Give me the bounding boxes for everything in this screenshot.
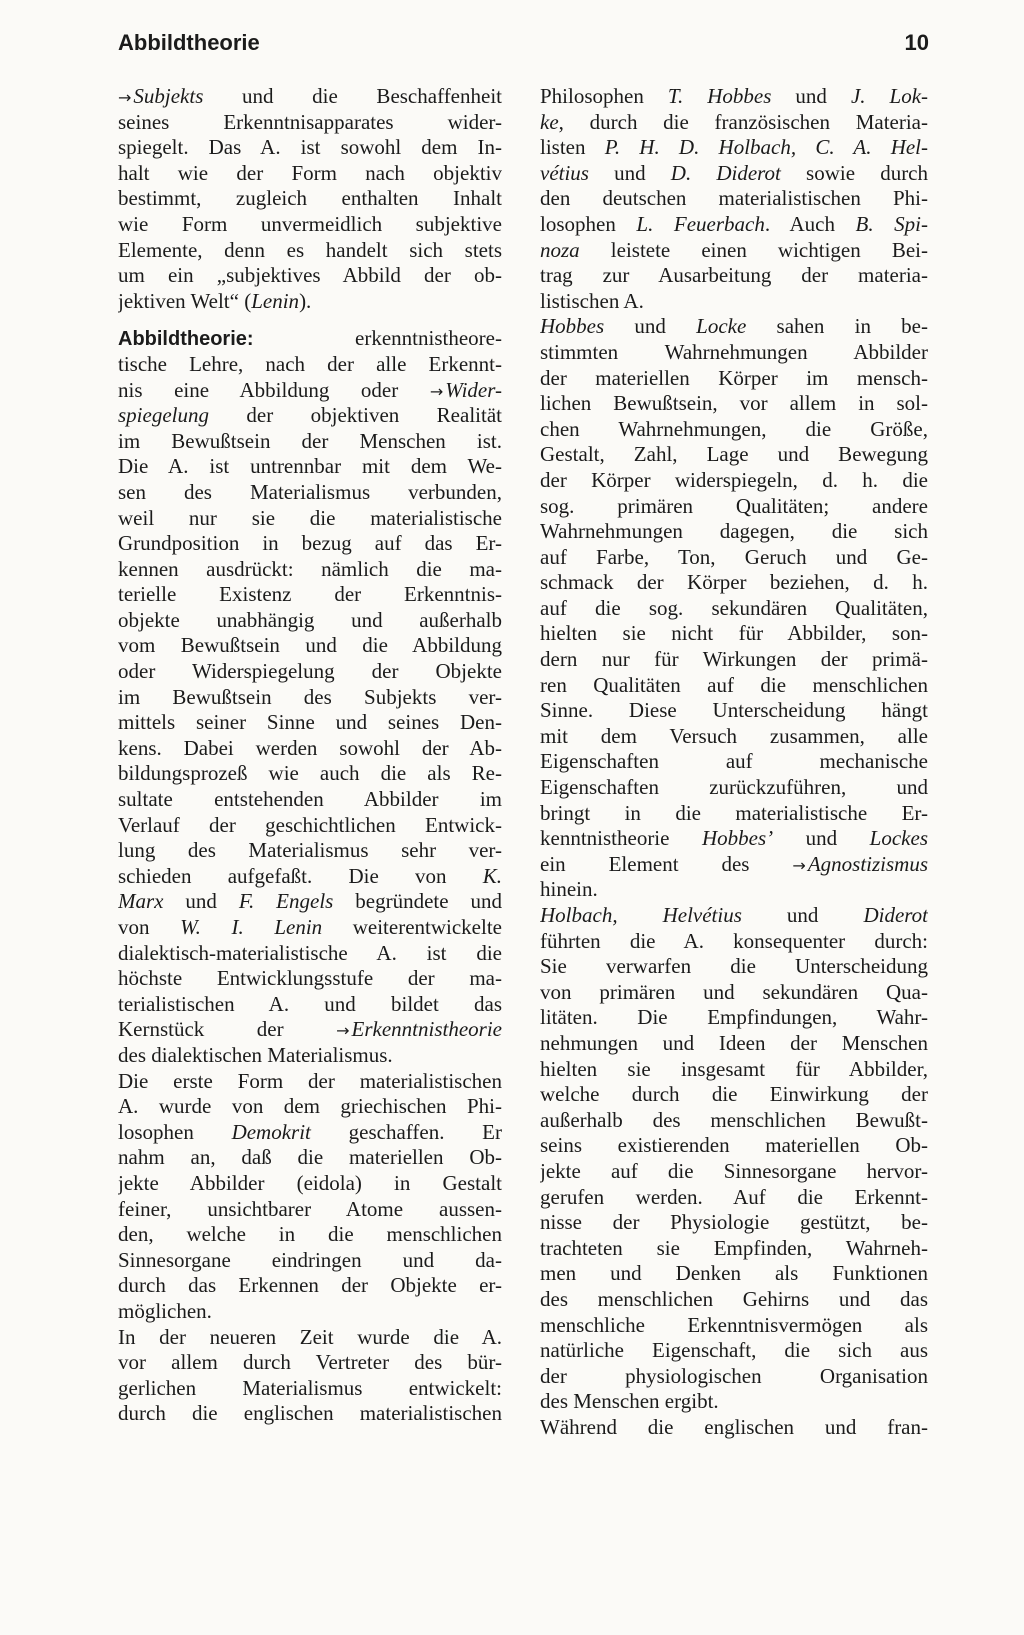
text-run: Die erste Form der materialistischen [118,1068,502,1093]
text-run: vor allem durch Vertreter des bür- [118,1350,502,1375]
text-line [540,903,928,929]
left-column [118,84,502,1427]
text-run: gerlichen Materialismus entwickelt: [118,1375,502,1400]
text-line [540,775,928,801]
text-line [118,736,502,762]
text-run: der physiologischen Organisation [540,1363,928,1388]
text-line [540,417,928,443]
text-line [540,468,928,494]
text-run: Kernstück der [118,1017,337,1042]
text-line [540,1057,928,1083]
text-line [118,84,502,110]
italic-term: Hobbes [540,314,605,339]
text-run: der Körper widerspiegeln, d. h. die [540,467,928,492]
text-run: sultate entstehenden Abbilder im [118,787,502,812]
text-line [118,889,502,915]
text-line [118,710,502,736]
text-run: von primären und sekundären Qua- [540,979,928,1004]
text-line [540,494,928,520]
text-run: gerufen werden. Auf die Erkennt- [540,1184,928,1209]
text-line [118,813,502,839]
italic-term: F. Engels [238,889,334,914]
text-run: auf Farbe, Ton, Geruch und Ge- [540,544,928,569]
text-line [540,212,928,238]
text-run: hielten sie nicht für Abbilder, son- [540,621,928,646]
running-head: Abbildtheorie [118,30,260,55]
text-run: . Auch [764,211,856,236]
text-run: dern nur für Wirkungen der primä- [540,647,928,672]
text-run: listischen A. [540,288,644,313]
text-run: feiner, unsichtbarer Atome aussen- [118,1196,502,1221]
text-line [540,980,928,1006]
text-line [118,659,502,685]
text-run: terialistischen A. und bildet das [118,991,502,1016]
text-line [540,186,928,212]
text-line [118,1325,502,1351]
text-run: Grundposition in bezug auf das Er- [118,531,502,556]
text-line [118,1171,502,1197]
italic-term: D. Diderot [670,160,781,185]
italic-term: Wider- [445,377,502,402]
page-number: 10 [904,30,929,55]
text-line [540,698,928,724]
text-line [118,864,502,890]
text-run: von [118,915,181,939]
text-line [540,724,928,750]
text-line [118,685,502,711]
text-line [118,1120,502,1146]
italic-term: J. Lok- [850,84,928,108]
text-run: objekte unabhängig und außerhalb [118,607,502,632]
text-run: wie Form unvermeidlich subjektive [118,211,502,236]
text-run: geschaffen. Er [310,1119,502,1144]
italic-term: B. Spi- [855,211,928,236]
text-run: men und Denken als Funktionen [540,1261,928,1286]
text-line [118,557,502,583]
text-line [540,1159,928,1185]
entry-headword: Abbildtheorie: [118,328,254,351]
text-line [118,352,502,378]
text-line [118,633,502,659]
text-run: jekte Abbilder (eidola) in Gestalt [118,1170,502,1195]
text-run: listen [540,135,605,160]
text-line [540,1031,928,1057]
text-line [540,545,928,571]
text-line [540,289,928,315]
text-run: ein Element des [540,851,793,876]
text-run: auf die sog. sekundären Qualitäten, [540,595,928,620]
cross-reference-arrow-icon: → [792,855,806,875]
text-line [118,1197,502,1223]
text-run: kenntnistheorie [540,826,702,851]
text-run: losophen [540,211,637,236]
text-run: lung des Materialismus sehr ver- [118,838,502,863]
text-run: Verlauf der geschichtlichen Entwick- [118,812,502,837]
text-run: Sinnesorgane eindringen und da- [118,1247,502,1272]
text-line [540,135,928,161]
text-run: tische Lehre, nach der alle Erkennt- [118,351,502,376]
text-run: oder Widerspiegelung der Objekte [118,659,502,684]
text-run: hinein. [540,877,598,902]
italic-term: Agnostizismus [807,851,928,876]
text-line [118,1299,502,1325]
text-run: den deutschen materialistischen Phi- [540,186,928,211]
text-run: bildungsprozeß wie auch die als Re- [118,761,502,786]
text-run: spiegelt. Das A. ist sowohl dem In- [118,135,502,160]
text-line [540,1210,928,1236]
text-line [118,429,502,455]
text-line [540,314,928,340]
italic-term: Hobbes’ [701,826,774,851]
text-run: Gestalt, Zahl, Lage und Bewegung [540,442,928,467]
text-line [540,929,928,955]
text-line [540,826,928,852]
text-line [118,506,502,532]
text-run: sog. primären Qualitäten; andere [540,493,928,518]
text-run: durch das Erkennen der Objekte er- [118,1273,502,1298]
text-run: ren Qualitäten auf die menschlichen [540,672,928,697]
text-run: des menschlichen Gehirns und das [540,1286,928,1311]
text-run: und [163,889,239,914]
text-line [118,403,502,429]
text-run: schmack der Körper beziehen, d. h. [540,570,928,595]
text-run: und [604,314,697,339]
text-run: weiterentwickelte [322,915,502,939]
cross-reference-arrow-icon: → [336,1021,350,1041]
text-run: sahen in be- [746,314,928,339]
italic-term: Diderot [863,903,928,927]
right-column [540,84,928,1440]
text-line [118,1043,502,1069]
italic-term: Locke [696,314,747,339]
text-line [540,1389,928,1415]
text-run: führten die A. konsequenter durch: [540,928,928,953]
text-run: dialektisch-materialistische A. ist die [118,940,502,965]
text-line [540,647,928,673]
text-line [540,238,928,264]
text-run: und [771,84,851,108]
text-line [118,1350,502,1376]
text-run: der objektiven Realität [208,403,502,428]
text-line [118,531,502,557]
text-run: sen des Materialismus verbunden, [118,479,502,504]
text-run: durch die englischen materialistischen [118,1401,502,1426]
text-run: sowie durch [780,160,928,185]
text-line [118,1401,502,1427]
text-run: natürliche Eigenschaft, die sich aus [540,1338,928,1363]
text-run: trachteten sie Empfinden, Wahrneh- [540,1235,928,1260]
text-run: litäten. Die Empfindungen, Wahr- [540,1005,928,1030]
text-line [118,110,502,136]
text-run: seines Erkenntnisapparates wider- [118,109,502,134]
text-line [540,570,928,596]
text-line [118,289,502,315]
text-line [540,1287,928,1313]
text-line [118,1376,502,1402]
text-line [118,1273,502,1299]
italic-term: P. H. D. Holbach, C. A. Hel- [604,135,928,160]
text-line [540,442,928,468]
text-run: im Bewußtsein des Subjekts ver- [118,684,502,709]
italic-term: spiegelung [118,403,209,428]
italic-term: Lockes [869,826,928,851]
text-line [540,1185,928,1211]
text-run: bringt in die materialistische Er- [540,800,928,825]
text-line [118,1017,502,1043]
text-run: erkenntnistheore- [253,326,502,351]
text-run: chen Wahrnehmungen, die Größe, [540,416,928,441]
text-line [540,749,928,775]
text-run: Philosophen [540,84,668,108]
text-run: losophen [118,1119,232,1144]
text-run: der materiellen Körper im mensch- [540,365,928,390]
text-run: stimmten Wahrnehmungen Abbilder [540,339,928,364]
text-line [118,135,502,161]
paragraph-gap [118,314,502,326]
text-line [118,1222,502,1248]
text-run: nis eine Abbildung oder [118,377,430,402]
text-run: Während die englischen und fran- [540,1414,928,1439]
text-run: welche durch die Einwirkung der [540,1082,928,1107]
text-run: hielten sie insgesamt für Abbilder, [540,1056,928,1081]
text-run: Sinne. Diese Unterscheidung hängt [540,698,928,723]
text-run: Elemente, denn es handelt sich stets [118,237,502,262]
text-line [540,519,928,545]
text-line [540,263,928,289]
italic-term: L. Feuerbach [636,211,765,236]
text-run: nisse der Physiologie gestützt, be- [540,1210,928,1235]
text-line [118,1094,502,1120]
text-run: jektiven Welt“ ( [118,288,252,313]
text-line [540,161,928,187]
text-line [118,1145,502,1171]
text-run: , durch die französischen Materia- [558,109,928,134]
text-line [540,391,928,417]
text-run: menschliche Erkenntnisvermögen als [540,1312,928,1337]
italic-term: W. I. Lenin [180,915,323,939]
text-run: In der neueren Zeit wurde die A. [118,1324,502,1349]
text-run: nehmungen und Ideen der Menschen [540,1030,928,1055]
text-run: kennen ausdrückt: nämlich die ma- [118,556,502,581]
text-line [540,1364,928,1390]
text-line [118,161,502,187]
text-run: trag zur Ausarbeitung der materia- [540,263,928,288]
text-line [118,238,502,264]
text-run: seins existierenden materiellen Ob- [540,1133,928,1158]
text-run: nahm an, daß die materiellen Ob- [118,1145,502,1170]
text-line [118,454,502,480]
text-run: um ein „subjektives Abbild der ob- [118,263,502,288]
text-line [118,992,502,1018]
text-line [540,877,928,903]
text-run: möglichen. [118,1298,212,1323]
text-run: begründete und [333,889,502,914]
text-run: Eigenschaften zurückzuführen, und [540,775,928,800]
text-line [540,1415,928,1441]
text-run: und [741,903,864,927]
text-line [118,326,502,352]
text-run: terielle Existenz der Erkenntnis- [118,582,502,607]
text-run: Sie verwarfen die Unterscheidung [540,954,928,979]
text-run: und [773,826,870,851]
text-run: bestimmt, zugleich enthalten Inhalt [118,186,502,211]
text-run: halt wie der Form nach objektiv [118,160,502,185]
italic-term: vétius [540,160,589,185]
text-line [540,340,928,366]
text-line [118,941,502,967]
text-line [540,621,928,647]
cross-reference-arrow-icon: → [429,381,444,401]
text-line [540,1261,928,1287]
text-run: leistete einen wichtigen Bei- [579,237,928,262]
italic-term: Marx [118,889,164,914]
text-run: weil nur sie die materialistische [118,505,502,530]
text-line [540,852,928,878]
text-run: jekte auf die Sinnesorgane hervor- [540,1158,928,1183]
page-header [118,30,929,66]
text-line [540,1082,928,1108]
text-run: mit dem Versuch zusammen, alle [540,723,928,748]
text-run: Eigenschaften auf mechanische [540,749,928,774]
text-run: höchste Entwicklungsstufe der ma- [118,966,502,991]
text-line [118,838,502,864]
text-line [118,1248,502,1274]
text-line [118,761,502,787]
text-run: den, welche in die menschlichen [118,1222,502,1247]
text-run: und die Beschaffenheit [203,84,502,108]
text-line [540,1108,928,1134]
text-line [540,1236,928,1262]
italic-term: Demokrit [231,1119,311,1144]
text-run: ). [299,288,312,313]
text-run: des Menschen ergibt. [540,1389,719,1414]
text-line [118,787,502,813]
text-run: mittels seiner Sinne und seines Den- [118,710,502,735]
text-run: A. wurde von dem griechischen Phi- [118,1094,502,1119]
italic-term: K. [482,863,502,888]
text-run: Wahrnehmungen dagegen, die sich [540,519,928,544]
italic-term: Erkenntnistheorie [351,1017,502,1042]
text-line [540,1313,928,1339]
text-line [118,582,502,608]
text-line [540,84,928,110]
text-run: im Bewußtsein der Menschen ist. [118,428,502,453]
italic-term: noza [540,237,580,262]
text-run: außerhalb des menschlichen Bewußt- [540,1107,928,1132]
text-line [540,1005,928,1031]
text-line [540,673,928,699]
text-run: kens. Dabei werden sowohl der Ab- [118,735,502,760]
italic-term: ke [540,109,559,134]
text-run: schieden aufgefaßt. Die von [118,863,483,888]
text-line [118,212,502,238]
text-line [118,378,502,404]
italic-term: Subjekts [133,84,204,108]
text-line [118,186,502,212]
text-line [540,954,928,980]
text-line [540,801,928,827]
text-line [118,966,502,992]
italic-term: T. Hobbes [667,84,772,108]
text-run: Die A. ist untrennbar mit dem We- [118,454,502,479]
text-line [118,263,502,289]
text-line [118,1069,502,1095]
text-line [540,596,928,622]
text-line [540,366,928,392]
text-line [540,110,928,136]
text-line [118,608,502,634]
text-run: lichen Bewußtsein, vor allem in sol- [540,391,928,416]
cross-reference-arrow-icon: → [118,88,132,107]
italic-term: Holbach, Helvétius [540,903,742,927]
text-line [118,915,502,941]
text-run: des dialektischen Materialismus. [118,1042,393,1067]
text-line [118,480,502,506]
text-run: vom Bewußtsein und die Abbildung [118,633,502,658]
text-line [540,1338,928,1364]
italic-term: Lenin [251,288,300,313]
text-run: und [588,160,671,185]
text-line [540,1133,928,1159]
